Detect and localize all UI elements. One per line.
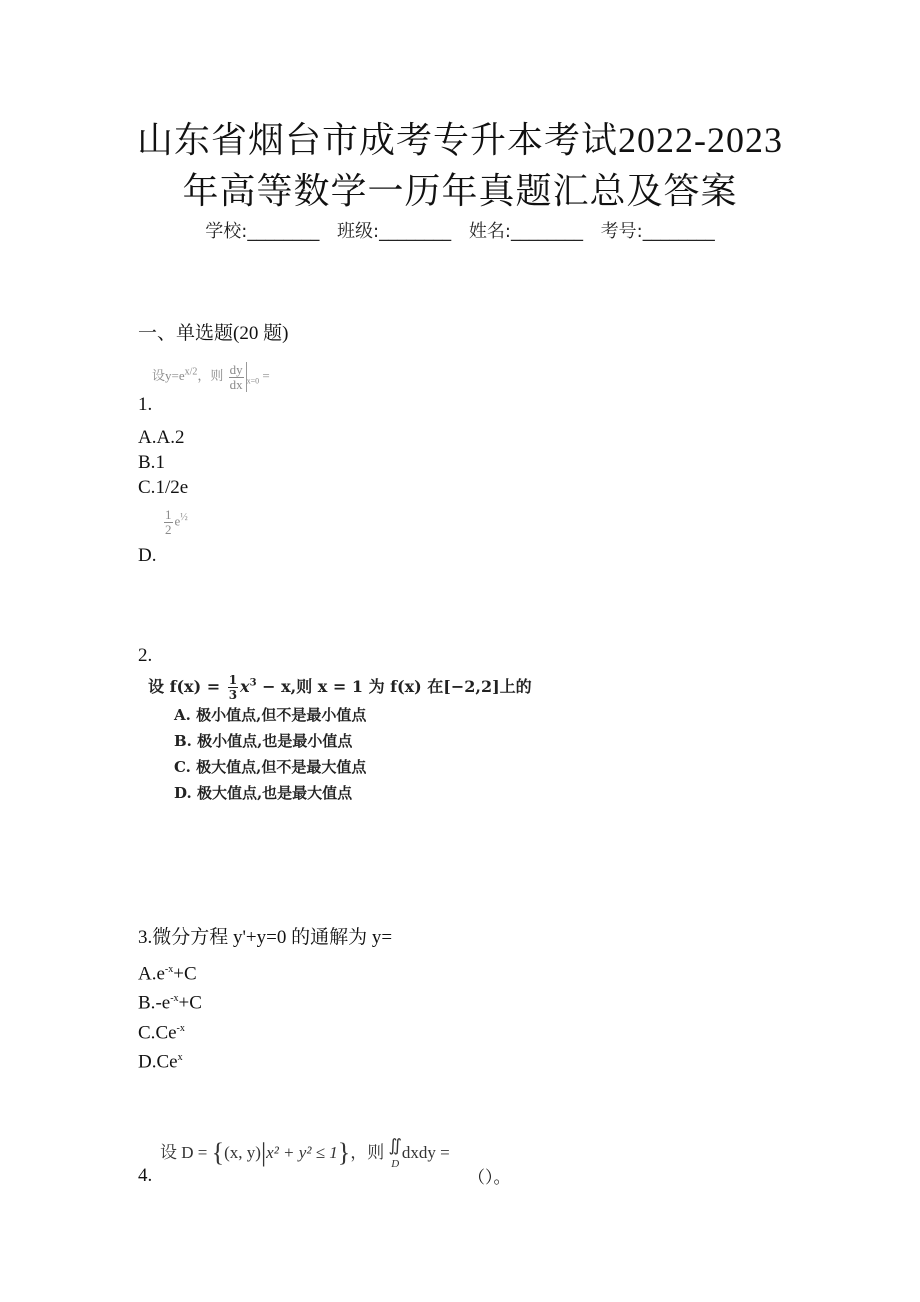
q3-stem: 3.微分方程 y'+y=0 的通解为 y= (138, 927, 393, 948)
student-info-line (0, 217, 920, 243)
q2-stem-image (148, 673, 532, 806)
q2-option-a: A. 极小值点,但不是最小值点 (174, 706, 367, 724)
q1-number: 1. (138, 394, 153, 415)
q1-option-d-image: $\frac{1}{2}$ $e^{\frac{1}{2}}$ (165, 507, 188, 537)
q3-options (138, 957, 202, 1074)
q1-options (138, 425, 188, 500)
info-class: 班级:________ (337, 221, 452, 242)
q2-option-c: C. 极大值点,但不是最大值点 (174, 758, 367, 776)
info-school: 学校:________ (205, 221, 320, 242)
q3-option-c: $C.Ce^{-x}$ (138, 1021, 185, 1043)
info-name: 姓名:________ (468, 221, 583, 242)
q1-derivative-fraction: $\frac{dy}{dx}$ (229, 361, 243, 392)
q3-option-b: $B.-e^{-x}+C$ (138, 992, 202, 1014)
q2-stem: 设 f(x) = $\frac{1}{3}$ $x^3 - x$,则 x = 1 为 f(x) 在[−2,2]上的 (148, 673, 532, 702)
document-title-line2: 年高等数学一历年真题汇总及答案 (182, 171, 738, 211)
q2-number: 2. (138, 645, 153, 666)
q3-option-d: D.Ce$^x$ (138, 1051, 183, 1073)
q1-option-d: D. (138, 545, 157, 566)
q1-option-b: B.1 (138, 452, 165, 473)
q1-stem-image: 设$y=e^{x/2}$，则 $\frac{dy}{dx}$ $_{x=0}$ = (152, 361, 270, 392)
q4-stem-image: 设 D = {(x, y)|x² + y² ≤ 1}，则 ∬ Ddxdy = (160, 1136, 450, 1170)
q1-option-c: C.1/2e (138, 477, 189, 498)
q2-option-b: B. 极小值点,也是最小值点 (174, 732, 353, 750)
document-title-line1: 山东省烟台市成考专升本考试2022-2023 (137, 120, 783, 160)
info-exam-number: 考号:________ (600, 221, 715, 242)
q3-option-a: $A.e^{-x}+C$ (138, 963, 197, 985)
q4-answer-blank: （）。 (468, 1168, 511, 1188)
section-heading: 一、单选题(20 题) (138, 323, 289, 344)
q4-number: 4. (138, 1165, 153, 1186)
q1-option-a: A.A.2 (138, 427, 185, 448)
q2-option-d: D. 极大值点,也是最大值点 (174, 784, 353, 802)
